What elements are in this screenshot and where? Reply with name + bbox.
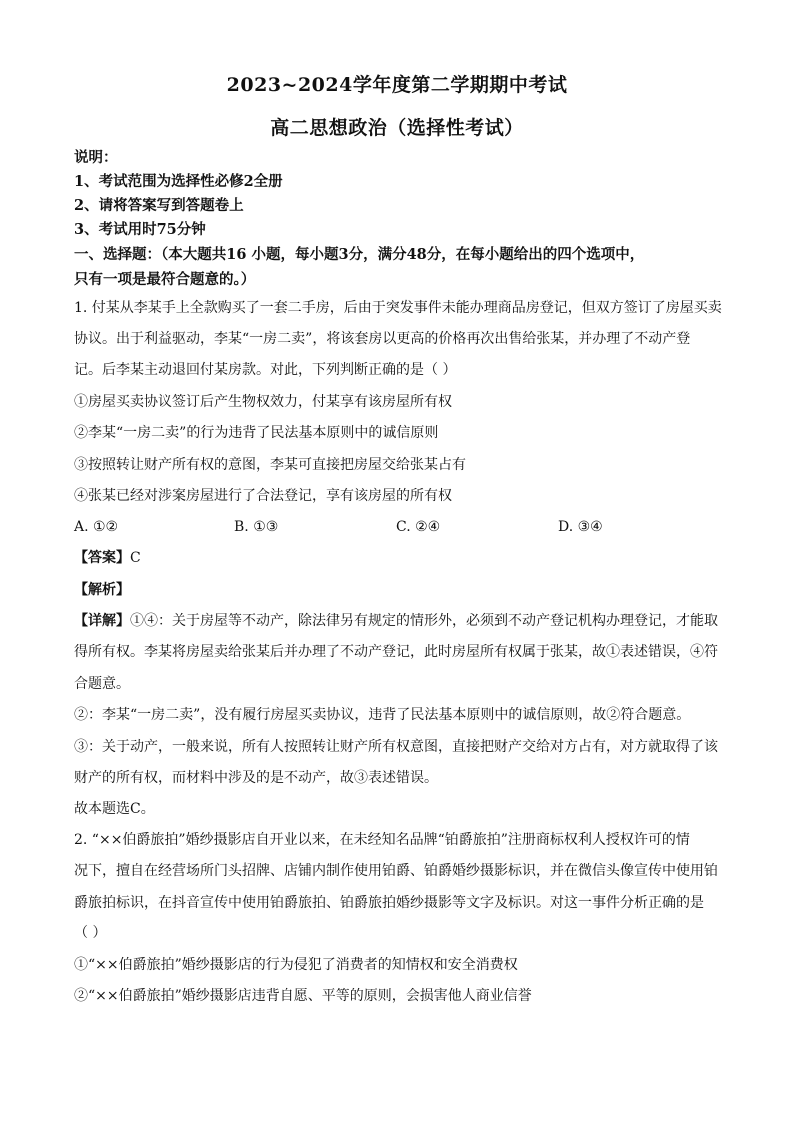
q2-stem-line-4: （ ） bbox=[74, 925, 107, 941]
q2-statement-1: ①“××伯爵旅拍”婚纱摄影店的行为侵犯了消费者的知情权和安全消费权 bbox=[74, 957, 518, 973]
section-heading-line-2: 只有一项是最符合题意的。） bbox=[74, 271, 256, 288]
answer-label: 【答案】 bbox=[74, 550, 130, 566]
q2-stem-line-2: 况下，擅自在经营场所门头招牌、店铺内制作使用铂爵、铂爵婚纱摄影标识，并在微信头像宣传中使用铂 bbox=[74, 863, 718, 879]
exam-title: 2023~2024学年度第二学期期中考试 bbox=[226, 74, 568, 96]
note-item-3: 3、考试用时75分钟 bbox=[74, 221, 206, 238]
q1-statement-4: ④张某已经对涉案房屋进行了合法登记，享有该房屋的所有权 bbox=[74, 488, 452, 504]
notes-heading: 说明： bbox=[74, 149, 118, 166]
q1-option-d: D. ③④ bbox=[558, 519, 603, 535]
q2-stem-line-3: 爵旅拍标识，在抖音宣传中使用铂爵旅拍、铂爵旅拍婚纱摄影等文字及标识。对这一事件分析正确的是 bbox=[74, 895, 704, 911]
q1-stem-line-3: 记。后李某主动退回付某房款。对此，下列判断正确的是（ ） bbox=[74, 362, 457, 378]
q1-detail-line-3: 合题意。 bbox=[74, 676, 130, 692]
q1-statement-1: ①房屋买卖协议签订后产生物权效力，付某享有该房屋所有权 bbox=[74, 394, 452, 410]
q2-statement-2: ②“××伯爵旅拍”婚纱摄影店违背自愿、平等的原则，会损害他人商业信誉 bbox=[74, 988, 532, 1004]
q1-answer bbox=[74, 548, 141, 568]
q1-detail-line-5: ③：关于动产，一般来说，所有人按照转让财产所有权意图，直接把财产交给对方占有，对方就取得了该 bbox=[74, 739, 718, 755]
q1-analysis-label: 【解析】 bbox=[74, 582, 130, 598]
note-item-2: 2、请将答案写到答题卷上 bbox=[74, 197, 244, 214]
q1-statement-2: ②李某“一房二卖”的行为违背了民法基本原则中的诚信原则 bbox=[74, 425, 439, 441]
q1-stem-line-1: 1. 付某从李某手上全款购买了一套二手房，后由于突发事件未能办理商品房登记，但双方签订了房屋买卖 bbox=[74, 300, 722, 316]
q1-option-a: A. ①② bbox=[74, 519, 119, 535]
exam-subtitle: 高二思想政治（选择性考试） bbox=[270, 117, 524, 139]
q1-detail-line-6: 财产的所有权，而材料中涉及的是不动产，故③表述错误。 bbox=[74, 770, 438, 786]
q2-stem-line-1: 2. “××伯爵旅拍”婚纱摄影店自开业以来，在未经知名品牌“铂爵旅拍”注册商标权利人授权许可的情 bbox=[74, 832, 690, 848]
q1-detail-line-2: 得所有权。李某将房屋卖给张某后并办理了不动产登记，此时房屋所有权属于张某，故①表述错误，④符 bbox=[74, 644, 718, 660]
detail-label: 【详解】 bbox=[74, 613, 130, 629]
q1-statement-3: ③按照转让财产所有权的意图，李某可直接把房屋交给张某占有 bbox=[74, 457, 466, 473]
note-item-1: 1、考试范围为选择性必修2全册 bbox=[74, 173, 283, 190]
q1-detail-line-1 bbox=[74, 611, 718, 631]
answer-value: C bbox=[130, 550, 141, 566]
q1-stem-line-2: 协议。出于利益驱动，李某“一房二卖”，将该套房以更高的价格再次出售给张某，并办理了不动产登 bbox=[74, 331, 691, 347]
q1-option-b: B. ①③ bbox=[234, 519, 279, 535]
section-heading-line-1: 一、选择题：（本大题共16 小题，每小题3分，满分48分，在每小题给出的四个选项中， bbox=[74, 246, 645, 263]
detail-text: ①④：关于房屋等不动产，除法律另有规定的情形外，必须到不动产登记机构办理登记，才能取 bbox=[130, 613, 718, 629]
q1-detail-line-7: 故本题选C。 bbox=[74, 801, 155, 817]
q1-option-c: C. ②④ bbox=[396, 519, 441, 535]
q1-detail-line-4: ②：李某“一房二卖”，没有履行房屋买卖协议，违背了民法基本原则中的诚信原则，故②符合题意。 bbox=[74, 707, 691, 723]
